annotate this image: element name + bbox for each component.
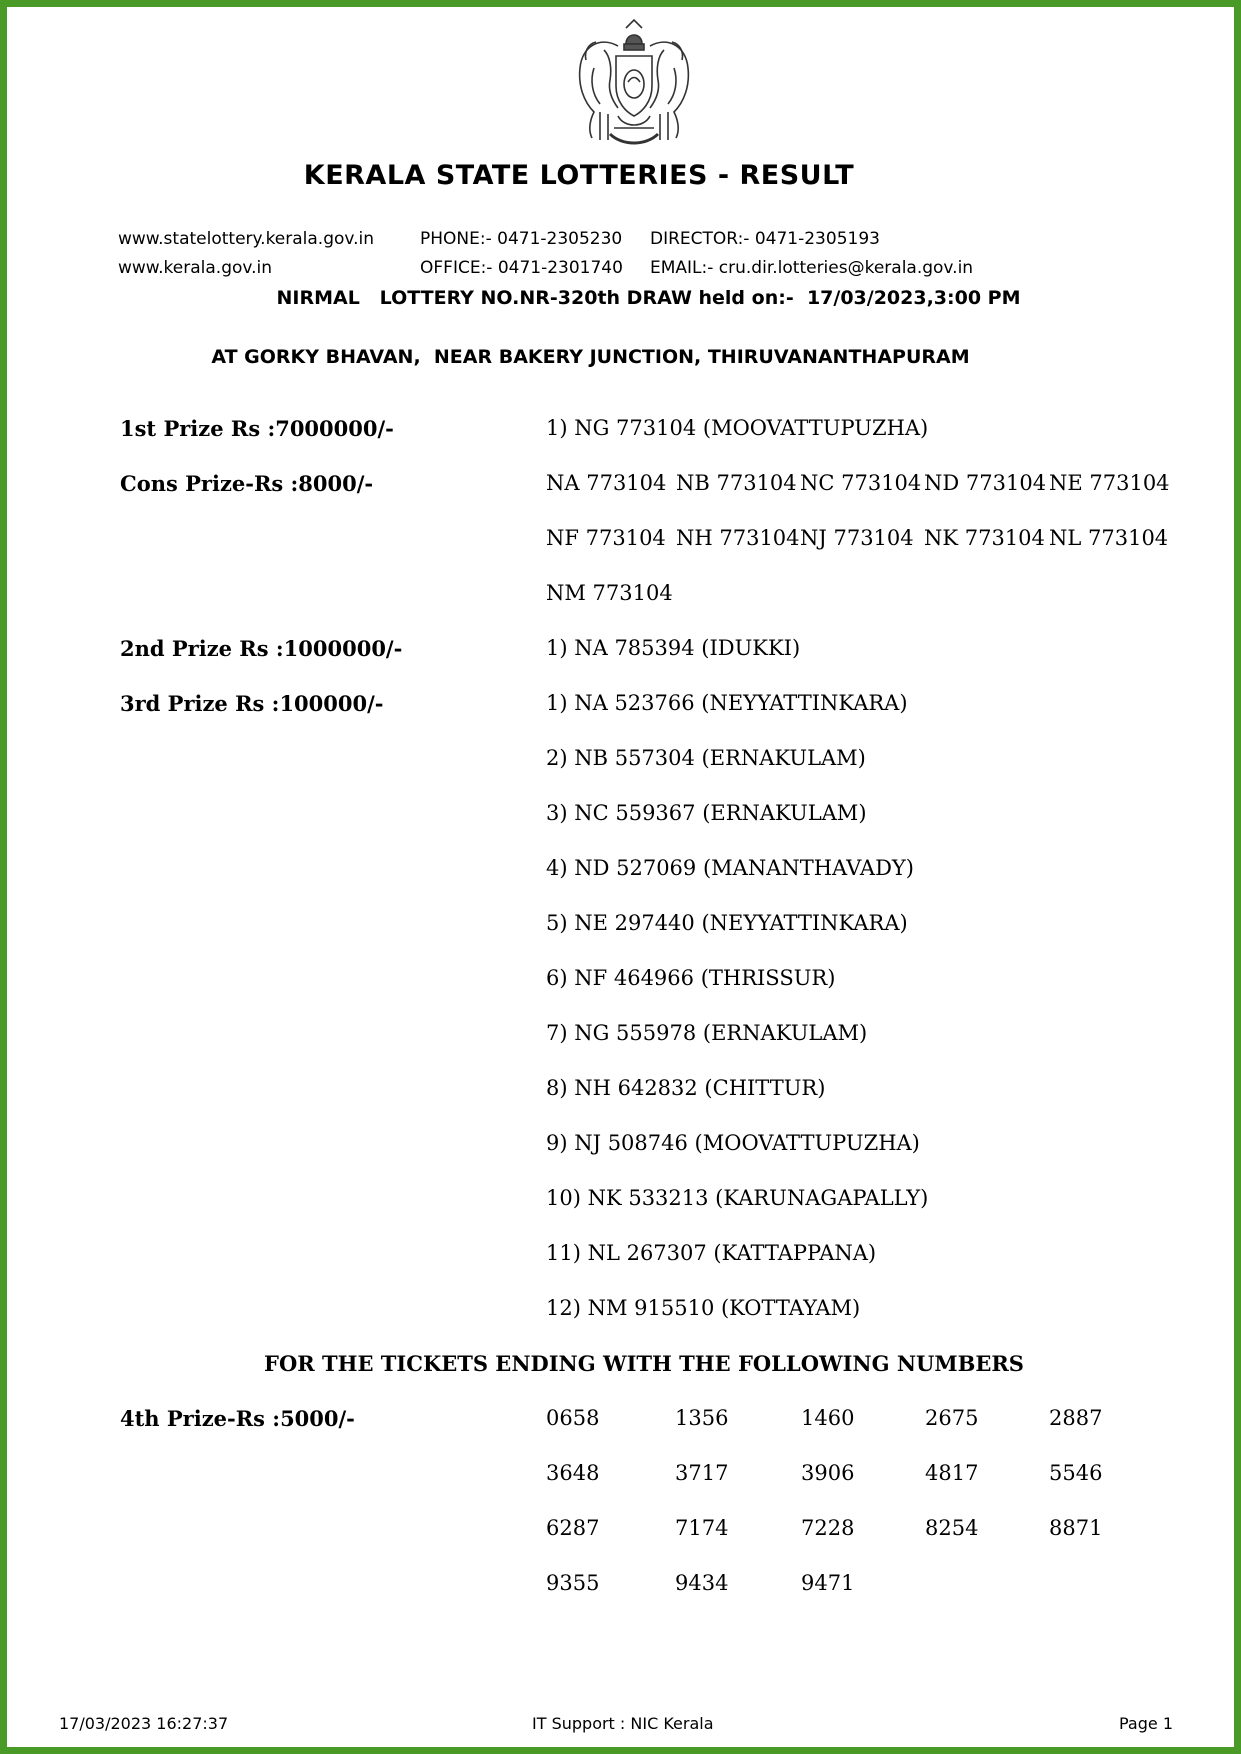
fourth-prize-number: 2675	[925, 1406, 979, 1430]
cons-ticket: NC 773104	[800, 471, 922, 495]
third-prize-label: 3rd Prize Rs :100000/-	[120, 691, 384, 716]
cons-ticket: NA 773104	[546, 471, 667, 495]
draw-info: NIRMAL LOTTERY NO.NR-320th DRAW held on:- 17/03/2023,3:00 PM	[276, 287, 1021, 309]
cons-prize-label: Cons Prize-Rs :8000/-	[120, 471, 374, 496]
fourth-prize-number: 4817	[925, 1461, 979, 1485]
third-prize-winner: 7) NG 555978 (ERNAKULAM)	[546, 1021, 868, 1045]
fourth-prize-number: 3648	[546, 1461, 600, 1485]
footer-page-number: Page 1	[1119, 1714, 1173, 1733]
fourth-prize-number: 8254	[925, 1516, 979, 1540]
cons-ticket: NM 773104	[546, 581, 673, 605]
fourth-prize-number: 9434	[675, 1571, 729, 1595]
cons-ticket: NL 773104	[1049, 526, 1169, 550]
third-prize-winner: 2) NB 557304 (ERNAKULAM)	[546, 746, 866, 770]
ending-numbers-heading: FOR THE TICKETS ENDING WITH THE FOLLOWING NUMBERS	[264, 1351, 1024, 1376]
fourth-prize-number: 6287	[546, 1516, 600, 1540]
second-prize-winner: 1) NA 785394 (IDUKKI)	[546, 636, 801, 660]
fourth-prize-number: 2887	[1049, 1406, 1103, 1430]
footer-it-support: IT Support : NIC Kerala	[532, 1714, 714, 1733]
fourth-prize-number: 8871	[1049, 1516, 1103, 1540]
first-prize-winner: 1) NG 773104 (MOOVATTUPUZHA)	[546, 416, 929, 440]
fourth-prize-label: 4th Prize-Rs :5000/-	[120, 1406, 355, 1431]
third-prize-winner: 5) NE 297440 (NEYYATTINKARA)	[546, 911, 908, 935]
phone-number: PHONE:- 0471-2305230	[420, 229, 623, 249]
cons-ticket: ND 773104	[924, 471, 1047, 495]
fourth-prize-number: 1356	[675, 1406, 729, 1430]
fourth-prize-number: 7174	[675, 1516, 729, 1540]
third-prize-winner: 3) NC 559367 (ERNAKULAM)	[546, 801, 867, 825]
contact-email[interactable]: EMAIL:- cru.dir.lotteries@kerala.gov.in	[650, 258, 974, 278]
second-prize-label: 2nd Prize Rs :1000000/-	[120, 636, 403, 661]
fourth-prize-number: 9355	[546, 1571, 600, 1595]
fourth-prize-number: 3906	[801, 1461, 855, 1485]
cons-ticket: NJ 773104	[800, 526, 914, 550]
office-number: OFFICE:- 0471-2301740	[420, 258, 623, 278]
third-prize-winner: 12) NM 915510 (KOTTAYAM)	[546, 1296, 861, 1320]
draw-venue: AT GORKY BHAVAN, NEAR BAKERY JUNCTION, THIRUVANANTHAPURAM	[211, 346, 970, 368]
third-prize-winner: 6) NF 464966 (THRISSUR)	[546, 966, 836, 990]
website-link-statelottery[interactable]: www.statelottery.kerala.gov.in	[118, 229, 375, 249]
third-prize-winner: 11) NL 267307 (KATTAPPANA)	[546, 1241, 877, 1265]
third-prize-winner: 1) NA 523766 (NEYYATTINKARA)	[546, 691, 908, 715]
fourth-prize-number: 7228	[801, 1516, 855, 1540]
fourth-prize-number: 5546	[1049, 1461, 1103, 1485]
fourth-prize-number: 1460	[801, 1406, 855, 1430]
cons-ticket: NH 773104	[676, 526, 800, 550]
cons-ticket: NB 773104	[676, 471, 797, 495]
website-link-kerala[interactable]: www.kerala.gov.in	[118, 258, 273, 278]
fourth-prize-number: 9471	[801, 1571, 855, 1595]
kerala-emblem-icon	[560, 16, 708, 152]
cons-ticket: NK 773104	[924, 526, 1045, 550]
fourth-prize-number: 3717	[675, 1461, 729, 1485]
first-prize-label: 1st Prize Rs :7000000/-	[120, 416, 394, 441]
third-prize-winner: 10) NK 533213 (KARUNAGAPALLY)	[546, 1186, 929, 1210]
director-number: DIRECTOR:- 0471-2305193	[650, 229, 880, 249]
cons-ticket: NE 773104	[1049, 471, 1170, 495]
cons-ticket: NF 773104	[546, 526, 666, 550]
page-title: KERALA STATE LOTTERIES - RESULT	[303, 160, 855, 191]
footer-timestamp: 17/03/2023 16:27:37	[59, 1714, 229, 1733]
fourth-prize-number: 0658	[546, 1406, 600, 1430]
third-prize-winner: 9) NJ 508746 (MOOVATTUPUZHA)	[546, 1131, 920, 1155]
third-prize-winner: 8) NH 642832 (CHITTUR)	[546, 1076, 826, 1100]
third-prize-winner: 4) ND 527069 (MANANTHAVADY)	[546, 856, 914, 880]
